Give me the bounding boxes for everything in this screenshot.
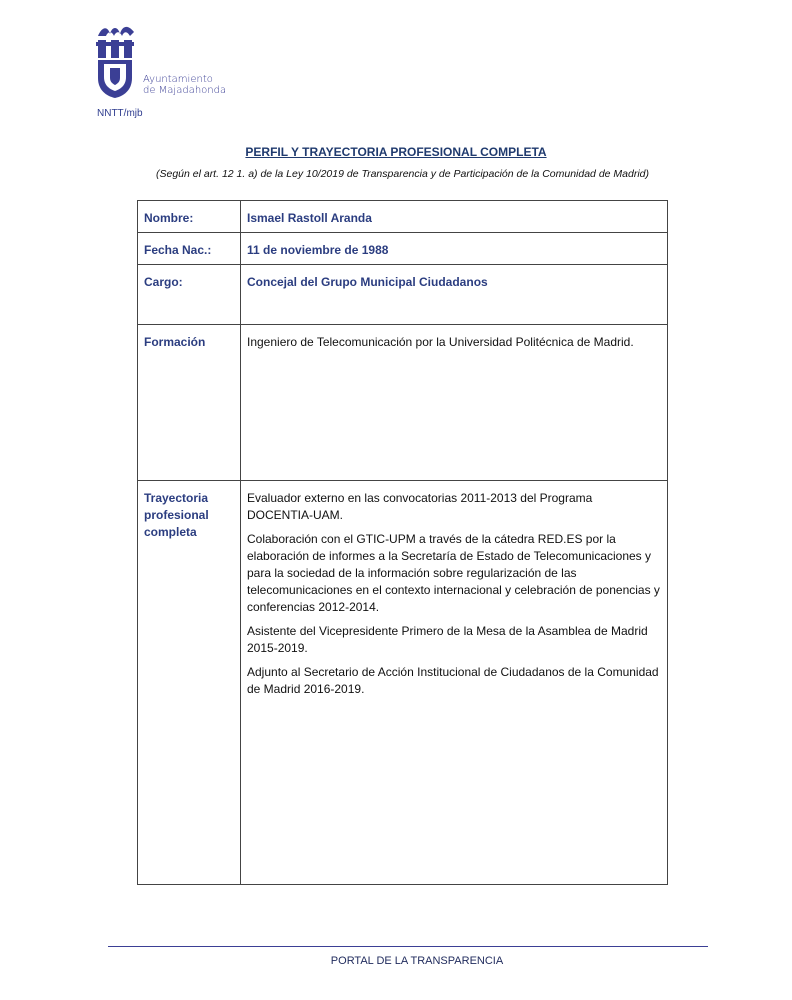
cargo-value: Concejal del Grupo Municipal Ciudadanos — [241, 265, 668, 325]
trayectoria-item: Asistente del Vicepresidente Primero de la Mesa de la Asamblea de Madrid 2015-2019. — [247, 624, 648, 655]
row-formacion — [138, 325, 668, 481]
row-fecha — [138, 233, 668, 265]
reference-code: NNTT/mjb — [97, 108, 143, 119]
trayectoria-value — [241, 481, 668, 885]
fecha-value: 11 de noviembre de 1988 — [241, 233, 668, 265]
footer-text: PORTAL DE LA TRANSPARENCIA — [330, 955, 504, 967]
formacion-value: Ingeniero de Telecomunicación por la Universidad Politécnica de Madrid. — [241, 325, 668, 481]
nombre-value: Ismael Rastoll Aranda — [241, 201, 668, 233]
logo-text-line1: Ayuntamiento — [143, 74, 213, 85]
profile-table — [137, 200, 668, 885]
trayectoria-item: Colaboración con el GTIC-UPM a través de la cátedra RED.ES por la elaboración de informes a la Secretaría de Estado de Telecomunicaciones y para la sociedad de la información sobre regularización de las telecomunicaciones en el contexto internacional y celebración de ponencias y conferencias 2012-2014. — [247, 532, 660, 614]
formacion-label: Formación — [138, 325, 241, 481]
cargo-label: Cargo: — [138, 265, 241, 325]
trayectoria-item: Evaluador externo en las convocatorias 2011-2013 del Programa DOCENTIA-UAM. — [247, 491, 593, 522]
fecha-label: Fecha Nac.: — [138, 233, 241, 265]
document-title: PERFIL Y TRAYECTORIA PROFESIONAL COMPLETA — [245, 145, 547, 159]
row-trayectoria — [138, 481, 668, 885]
trayectoria-label: Trayectoria profesional completa — [138, 481, 241, 885]
row-cargo — [138, 265, 668, 325]
logo-text — [143, 74, 226, 96]
row-nombre — [138, 201, 668, 233]
document-subtitle: (Según el art. 12 1. a) de la Ley 10/2019 de Transparencia y de Participación de la Comunidad de Madrid) — [155, 168, 650, 180]
trayectoria-item: Adjunto al Secretario de Acción Institucional de Ciudadanos de la Comunidad de Madrid 2016-2019. — [247, 665, 659, 696]
footer-divider — [108, 946, 708, 947]
nombre-label: Nombre: — [138, 201, 241, 233]
logo-text-line2: de Majadahonda — [143, 85, 227, 96]
